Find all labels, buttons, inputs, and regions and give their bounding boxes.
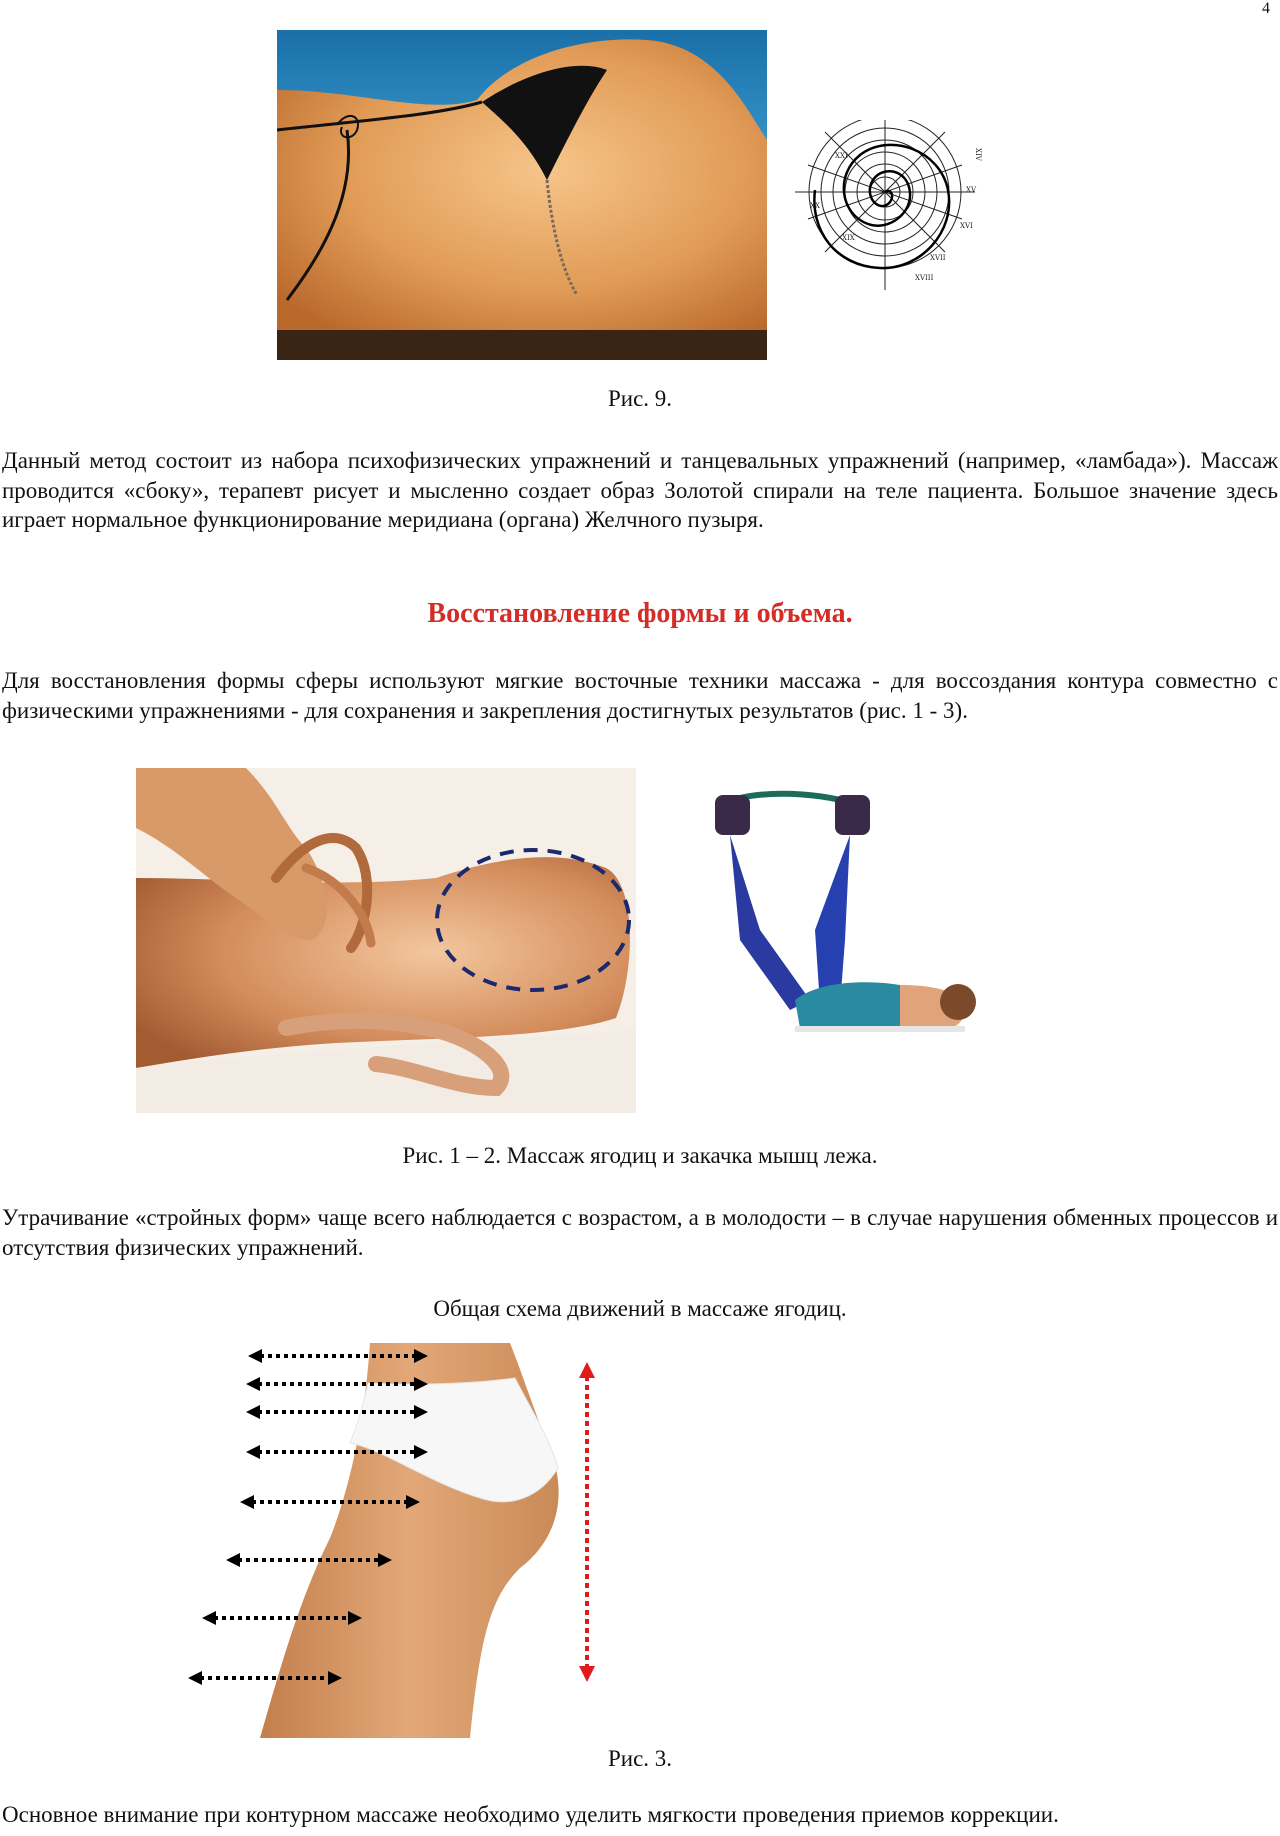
golden-spiral-diagram <box>790 120 1000 300</box>
figure9-photo <box>277 30 767 360</box>
roman-label: XIV <box>974 148 982 161</box>
roman-label: XVII <box>930 254 946 262</box>
figure3-caption: Рис. 3. <box>607 1746 673 1771</box>
paragraph-restoration: Для восстановления формы сферы используют мягкие восточные техники массажа - для воссоздания контура совместно с физическими упражнениями - для сохранения и закрепления достигнутых результатов (рис. 1 - 3). <box>2 668 1278 723</box>
roman-label: XVIII <box>915 274 934 282</box>
roman-label: XV <box>966 186 977 194</box>
scheme-title: Общая схема движений в массаже ягодиц. <box>433 1296 847 1321</box>
roman-label: XX <box>810 202 820 210</box>
roman-label: XXI <box>835 152 848 160</box>
figure3-scheme <box>180 1338 620 1738</box>
figure12-caption: Рис. 1 – 2. Массаж ягодиц и закачка мышц лежа. <box>402 1143 878 1168</box>
paragraph-attention: Основное внимание при контурном массаже необходимо уделить мягкости проведения приемов коррекции. <box>2 1802 1059 1827</box>
figure2-exercise-photo <box>700 780 1010 1080</box>
roman-label: XVI <box>960 222 973 230</box>
figure1-massage-photo <box>136 768 636 1113</box>
paragraph-loss: Утрачивание «стройных форм» чаще всего наблюдается с возрастом, а в молодости – в случае нарушения обменных процессов и отсутствия физических упражнений. <box>2 1205 1278 1260</box>
page-number: 4 <box>1262 0 1270 17</box>
section-heading: Восстановление формы и объема. <box>427 598 853 629</box>
roman-label: XIX <box>842 234 855 242</box>
figure9-caption: Рис. 9. <box>607 386 673 411</box>
paragraph-method: Данный метод состоит из набора психофизических упражнений и танцевальных упражнений (например, «ламбада»). Массаж проводится «сбоку», терапевт рисует и мысленно создает образ Золотой спирали на теле пациента. Большое значение здесь играет нормальное функционирование меридиана (органа) Желчного пузыря. <box>2 448 1278 532</box>
